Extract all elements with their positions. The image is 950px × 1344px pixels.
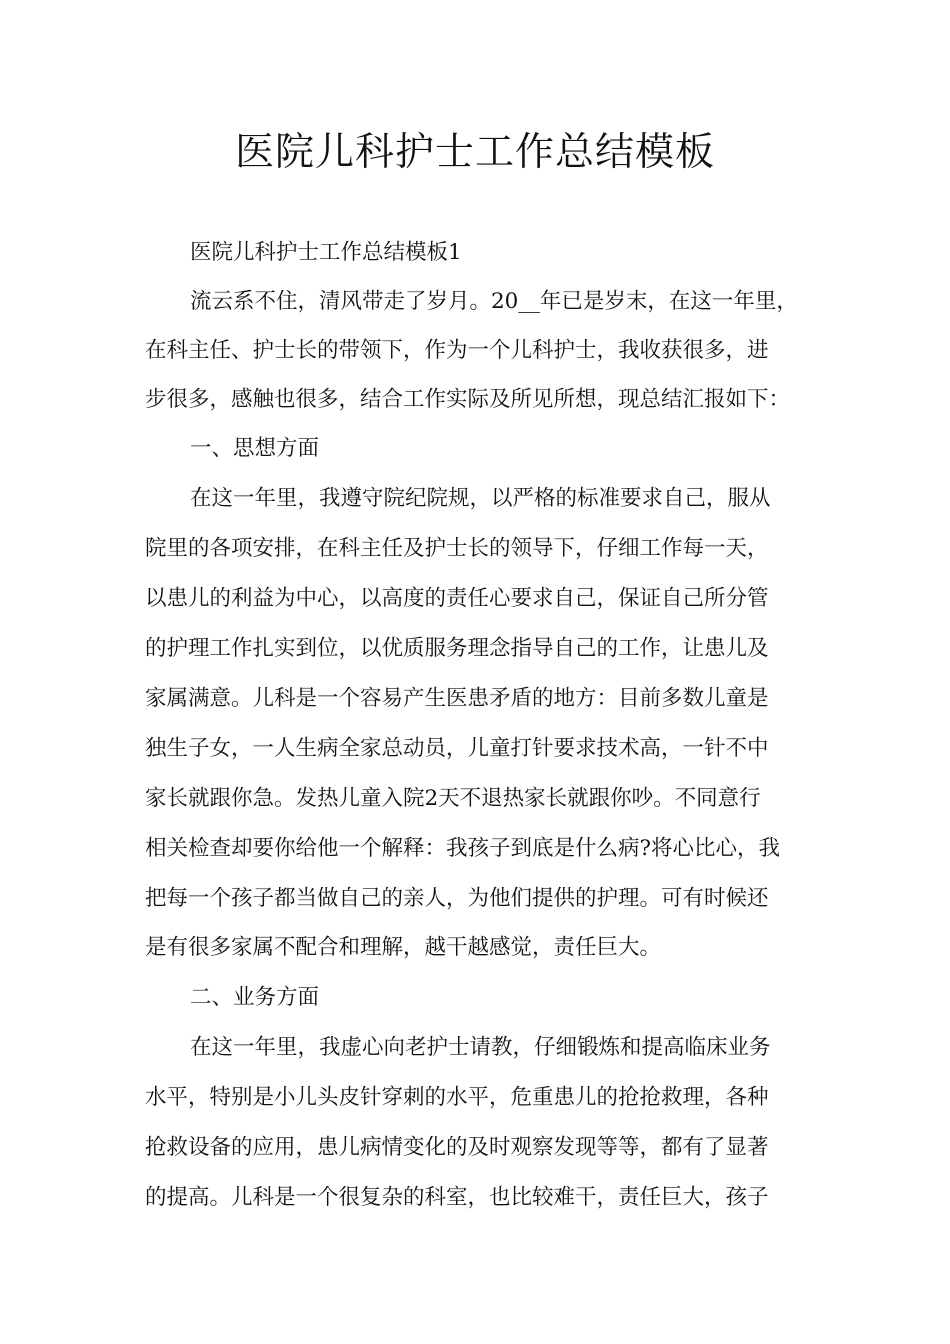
paragraph-line: 以患儿的利益为中心，以高度的责任心要求自己，保证自己所分管 — [145, 586, 769, 611]
document-title: 医院儿科护士工作总结模板 — [234, 130, 715, 175]
paragraph-line: 在这一年里，我虚心向老护士请教，仔细锻炼和提高临床业务 — [190, 1035, 771, 1060]
paragraph-line: 的提高。儿科是一个很复杂的科室，也比较难干，责任巨大，孩子 — [145, 1185, 769, 1210]
paragraph-line: 步很多，感触也很多，结合工作实际及所见所想，现总结汇报如下： — [145, 387, 791, 412]
paragraph-line: 独生子女，一人生病全家总动员，儿童打针要求技术高，一针不中 — [145, 736, 769, 761]
paragraph-line: 是有很多家属不配合和理解，越干越感觉，责任巨大。 — [145, 935, 662, 960]
paragraph-line: 在科主任、护士长的带领下，作为一个儿科护士，我收获很多，进 — [145, 338, 769, 363]
paragraph-line: 家长就跟你急。发热儿童入院2天不退热家长就跟你吵。不同意行 — [145, 786, 761, 811]
paragraph-line: 流云系不住，清风带走了岁月。20__年已是岁末，在这一年里， — [190, 289, 798, 314]
paragraph-line: 的护理工作扎实到位，以优质服务理念指导自己的工作，让患儿及 — [145, 636, 769, 661]
section-heading: 一、思想方面 — [190, 436, 320, 461]
paragraph-line: 相关检查却要你给他一个解释：我孩子到底是什么病?将心比心，我 — [145, 836, 781, 861]
paragraph-line: 抢救设备的应用，患儿病情变化的及时观察发现等等，都有了显著 — [145, 1135, 769, 1160]
document-subtitle: 医院儿科护士工作总结模板1 — [190, 240, 462, 265]
paragraph-line: 院里的各项安排，在科主任及护士长的领导下，仔细工作每一天， — [145, 536, 769, 561]
section-heading: 二、业务方面 — [190, 985, 320, 1010]
paragraph-line: 把每一个孩子都当做自己的亲人，为他们提供的护理。可有时候还 — [145, 886, 769, 911]
paragraph-line: 在这一年里，我遵守院纪院规，以严格的标准要求自己，服从 — [190, 486, 771, 511]
paragraph-line: 家属满意。儿科是一个容易产生医患矛盾的地方：目前多数儿童是 — [145, 686, 769, 711]
paragraph-line: 水平，特别是小儿头皮针穿刺的水平，危重患儿的抢抢救理，各种 — [145, 1085, 769, 1110]
